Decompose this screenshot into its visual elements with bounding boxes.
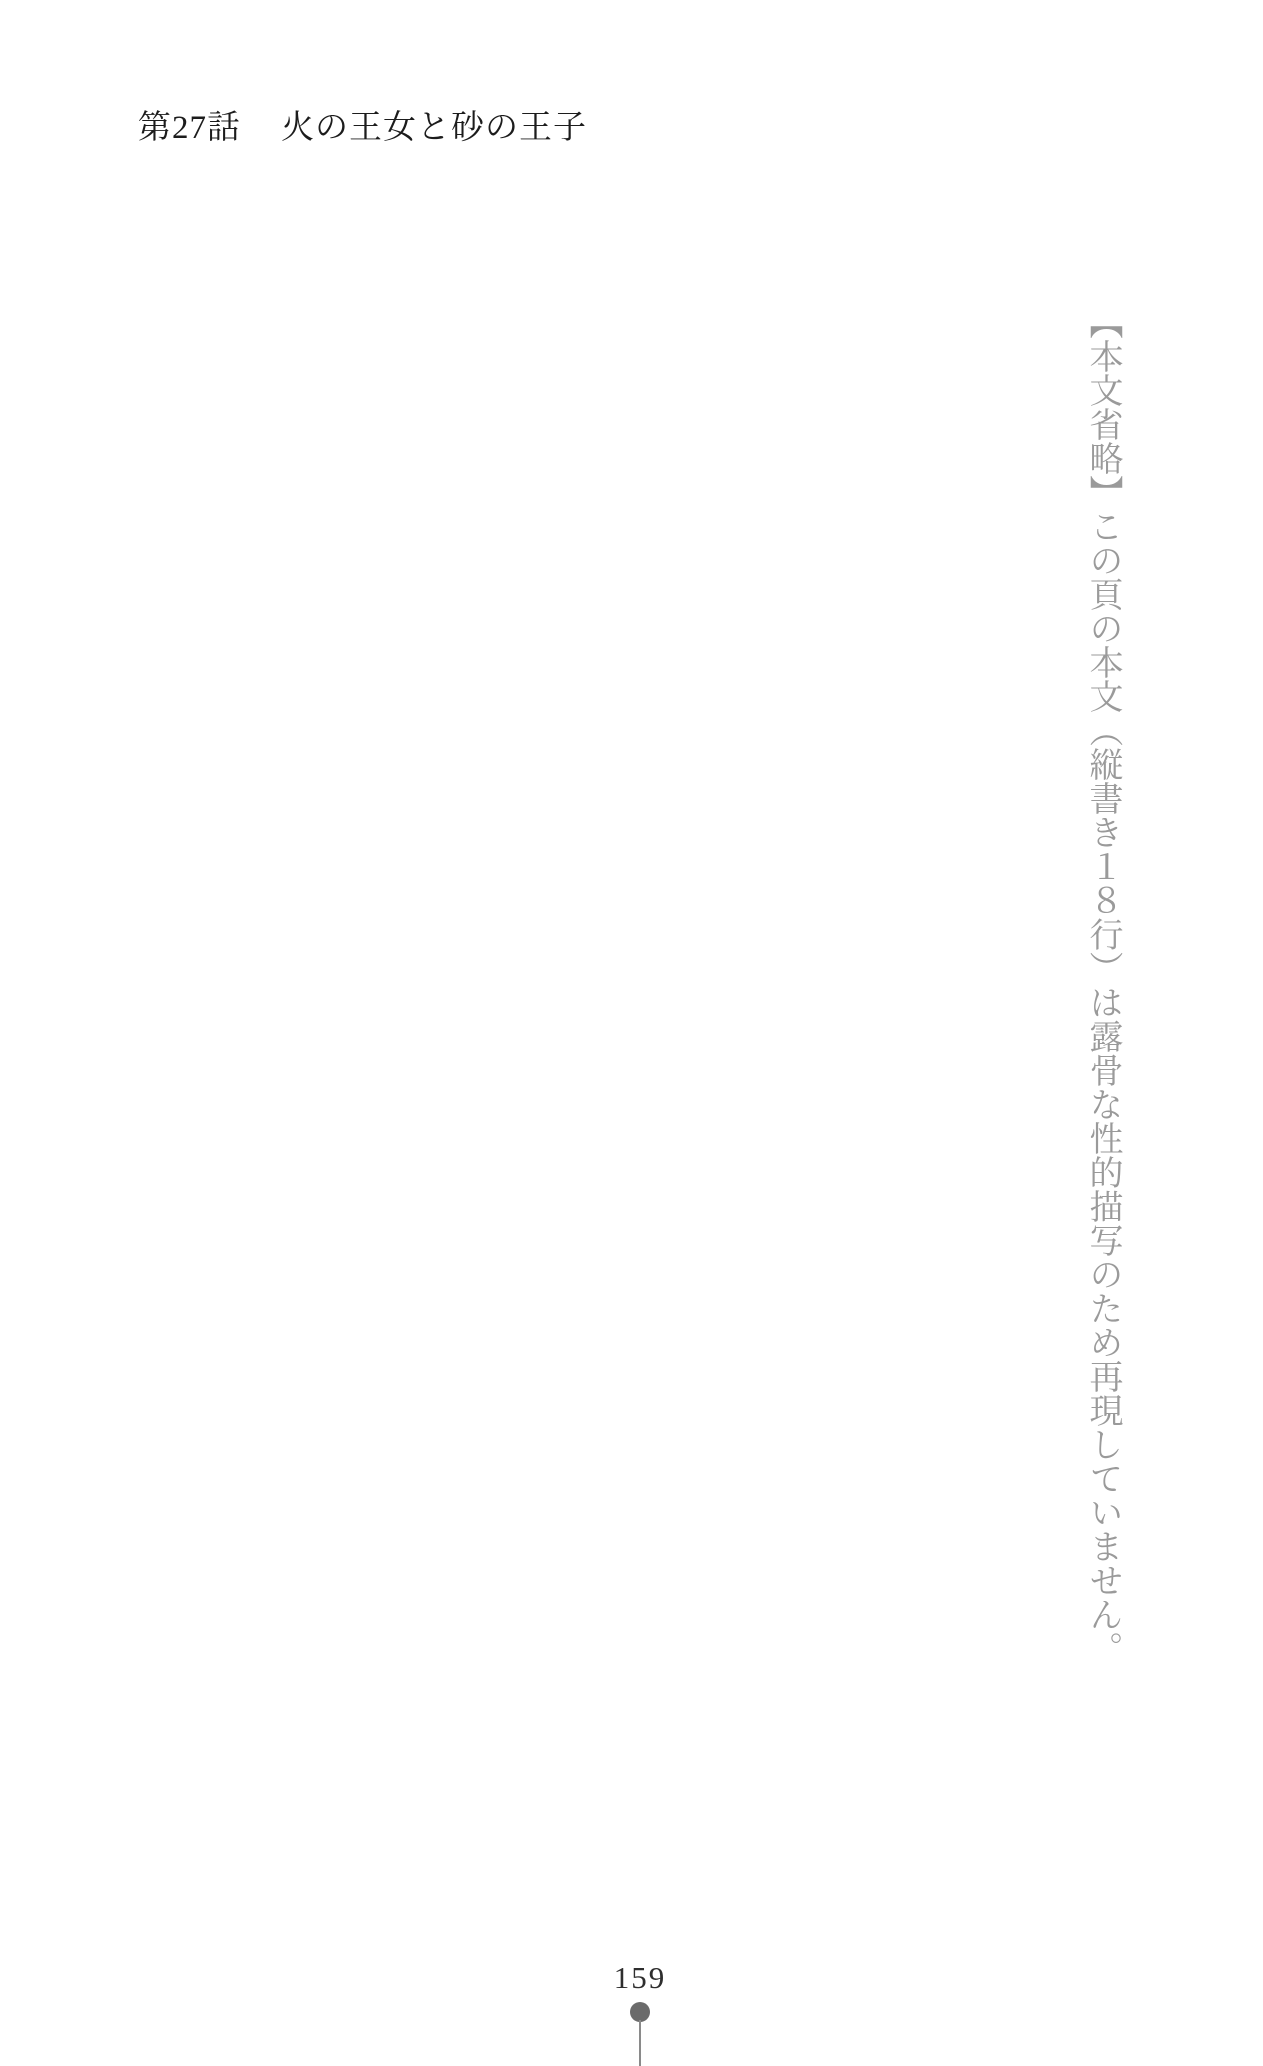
redacted-body-placeholder: 【本文省略】この頁の本文（縦書き１８行）は露骨な性的描写のため再現していません。: [1084, 305, 1121, 1665]
page-number: 159: [613, 1960, 667, 1995]
running-head: [138, 108, 587, 148]
folio-line-icon: [639, 2020, 641, 2066]
folio-dot-icon: [630, 2002, 650, 2022]
chapter-title: 火の王女と砂の王子: [281, 110, 587, 146]
chapter-label: 第27話: [138, 110, 241, 146]
body-text: [130, 271, 1130, 2011]
